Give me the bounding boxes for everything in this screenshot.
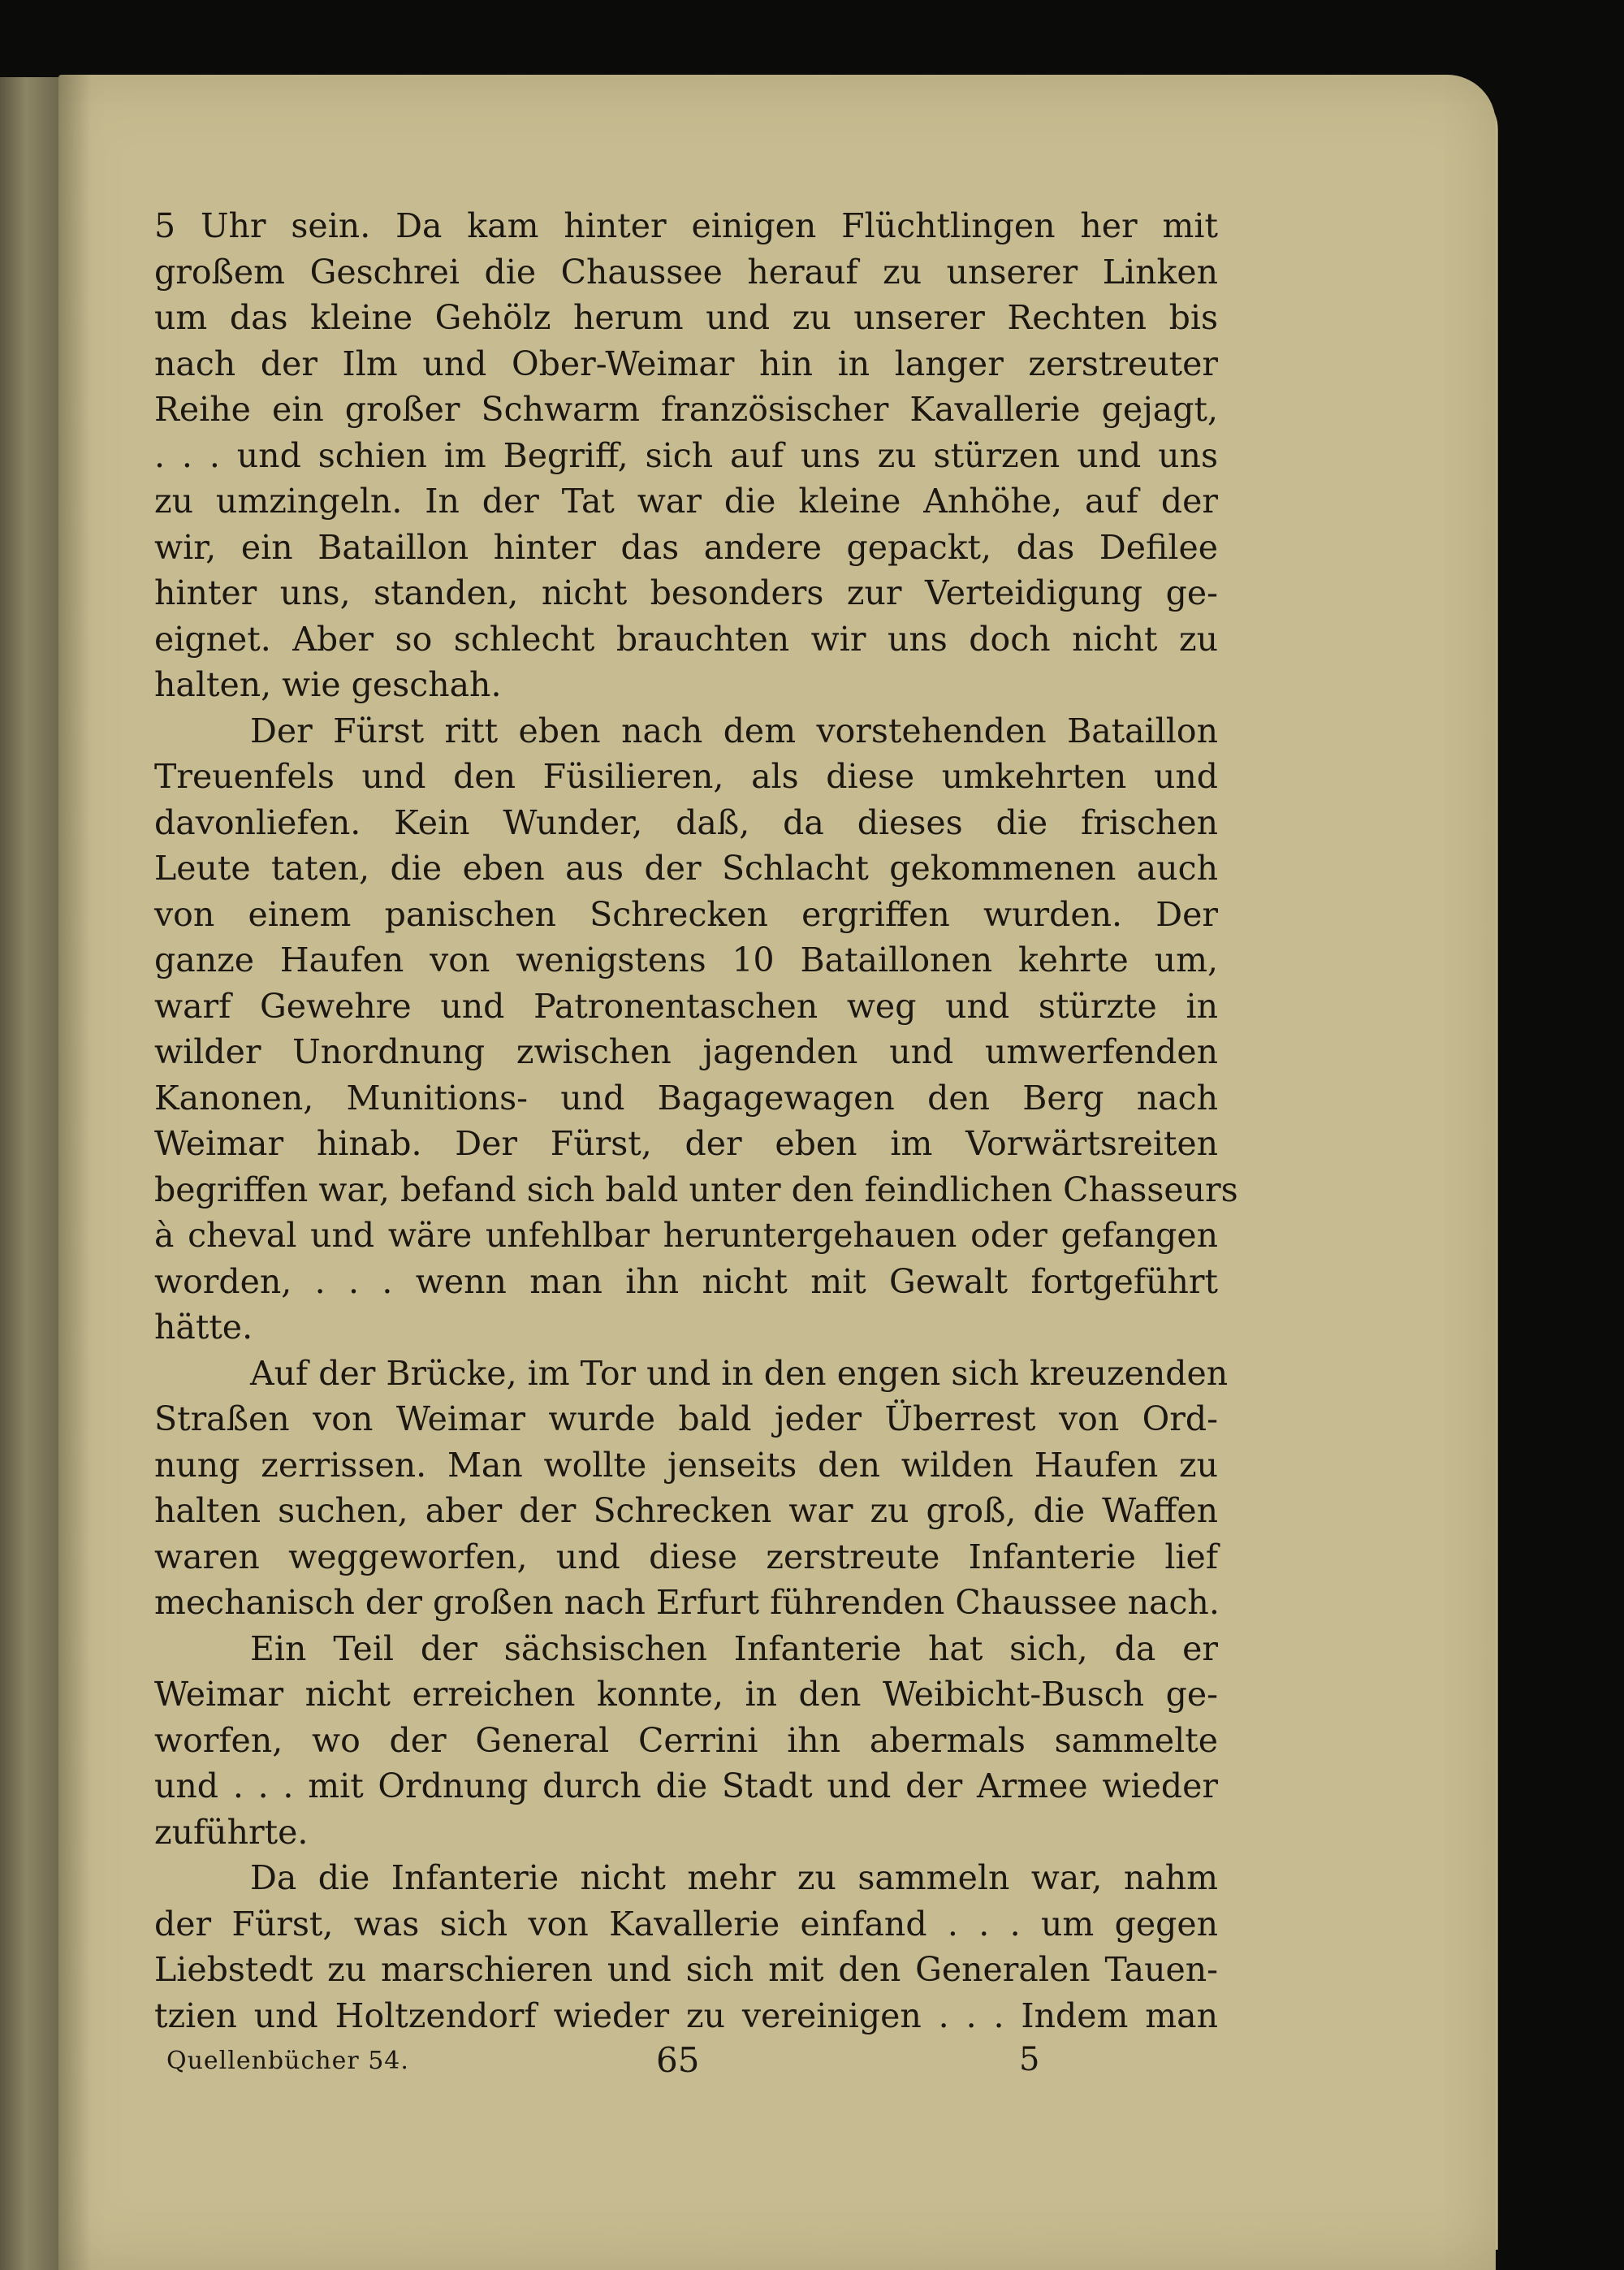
text-line: nach der Ilm und Ober-Weimar hin in langer zerstreuter: [154, 344, 1218, 383]
left-page-edge: [0, 77, 58, 2270]
text-line: nung zerrissen. Man wollte jenseits den wilden Haufen zu: [154, 1445, 1218, 1485]
text-line: Liebstedt zu marschieren und sich mit den Generalen Tauen-: [154, 1950, 1218, 1989]
text-line: zuführte.: [154, 1812, 309, 1852]
text-line: ganze Haufen von wenigstens 10 Bataillonen kehrte um,: [154, 940, 1218, 979]
text-line: tzien und Holtzendorf wieder zu vereinigen . . . Indem man: [154, 1995, 1218, 2035]
text-line: waren weggeworfen, und diese zerstreute Infanterie lief: [154, 1537, 1218, 1576]
text-line: halten suchen, aber der Schrecken war zu groß, die Waffen: [154, 1491, 1218, 1530]
text-line: Reihe ein großer Schwarm französischer Kavallerie gejagt,: [154, 390, 1218, 429]
text-line: eignet. Aber so schlecht brauchten wir uns doch nicht zu: [154, 619, 1218, 659]
text-line: worfen, wo der General Cerrini ihn abermals sammelte: [154, 1720, 1218, 1760]
text-line: worden, . . . wenn man ihn nicht mit Gewalt fortgeführt: [154, 1261, 1218, 1301]
text-line: zu umzingeln. In der Tat war die kleine Anhöhe, auf der: [154, 482, 1218, 521]
page-gutter: [58, 75, 91, 2270]
signature-mark: 5: [1019, 2041, 1040, 2078]
text-line: mechanisch der großen nach Erfurt führenden Chaussee nach.: [154, 1583, 1220, 1622]
text-line: der Fürst, was sich von Kavallerie einfand . . . um gegen: [154, 1904, 1218, 1944]
text-line: Weimar nicht erreichen konnte, in den Weibicht-Busch ge-: [154, 1675, 1218, 1714]
text-line: hätte.: [154, 1308, 253, 1347]
text-line: 5 Uhr sein. Da kam hinter einigen Flüchtlingen her mit: [154, 206, 1218, 245]
text-line: wir, ein Bataillon hinter das andere gepackt, das Defilee: [154, 527, 1218, 567]
text-line: Der Fürst ritt eben nach dem vorstehenden Bataillon: [250, 711, 1218, 750]
text-line: davonliefen. Kein Wunder, daß, da dieses die frischen: [154, 802, 1218, 842]
text-line: um das kleine Gehölz herum und zu unserer Rechten bis: [154, 298, 1218, 337]
page-number: 65: [656, 2040, 700, 2080]
text-line: halten, wie geschah.: [154, 665, 502, 704]
body-text: [154, 203, 1238, 2039]
text-line: Kanonen, Munitions- und Bagagewagen den Berg nach: [154, 1078, 1218, 1118]
page-footer: [0, 2040, 1624, 2081]
text-line: à cheval und wäre unfehlbar heruntergehauen oder gefangen: [154, 1216, 1218, 1255]
text-line: Auf der Brücke, im Tor und in den engen sich kreuzenden: [250, 1353, 1229, 1393]
text-line: großem Geschrei die Chaussee herauf zu unserer Linken: [154, 252, 1218, 292]
text-line: hinter uns, standen, nicht besonders zur Verteidigung ge-: [154, 573, 1218, 612]
text-line: Straßen von Weimar wurde bald jeder Überrest von Ord-: [154, 1399, 1218, 1438]
text-line: . . . und schien im Begriff, sich auf uns zu stürzen und uns: [154, 435, 1218, 475]
text-line: warf Gewehre und Patronentaschen weg und stürzte in: [154, 986, 1218, 1026]
text-line: Leute taten, die eben aus der Schlacht gekommenen auch: [154, 849, 1218, 888]
text-line: von einem panischen Schrecken ergriffen wurden. Der: [154, 894, 1218, 934]
series-label: Quellenbücher 54.: [166, 2047, 409, 2075]
text-line: und . . . mit Ordnung durch die Stadt und der Armee wieder: [154, 1766, 1218, 1805]
text-line: Da die Infanterie nicht mehr zu sammeln war, nahm: [250, 1858, 1218, 1897]
text-line: wilder Unordnung zwischen jagenden und umwerfenden: [154, 1032, 1218, 1071]
text-line: Ein Teil der sächsischen Infanterie hat sich, da er: [250, 1628, 1218, 1668]
text-line: Treuenfels und den Füsilieren, als diese umkehrten und: [154, 757, 1218, 796]
text-line: begriffen war, befand sich bald unter den feindlichen Chasseurs: [154, 1170, 1238, 1209]
text-line: Weimar hinab. Der Fürst, der eben im Vorwärtsreiten: [154, 1124, 1218, 1163]
